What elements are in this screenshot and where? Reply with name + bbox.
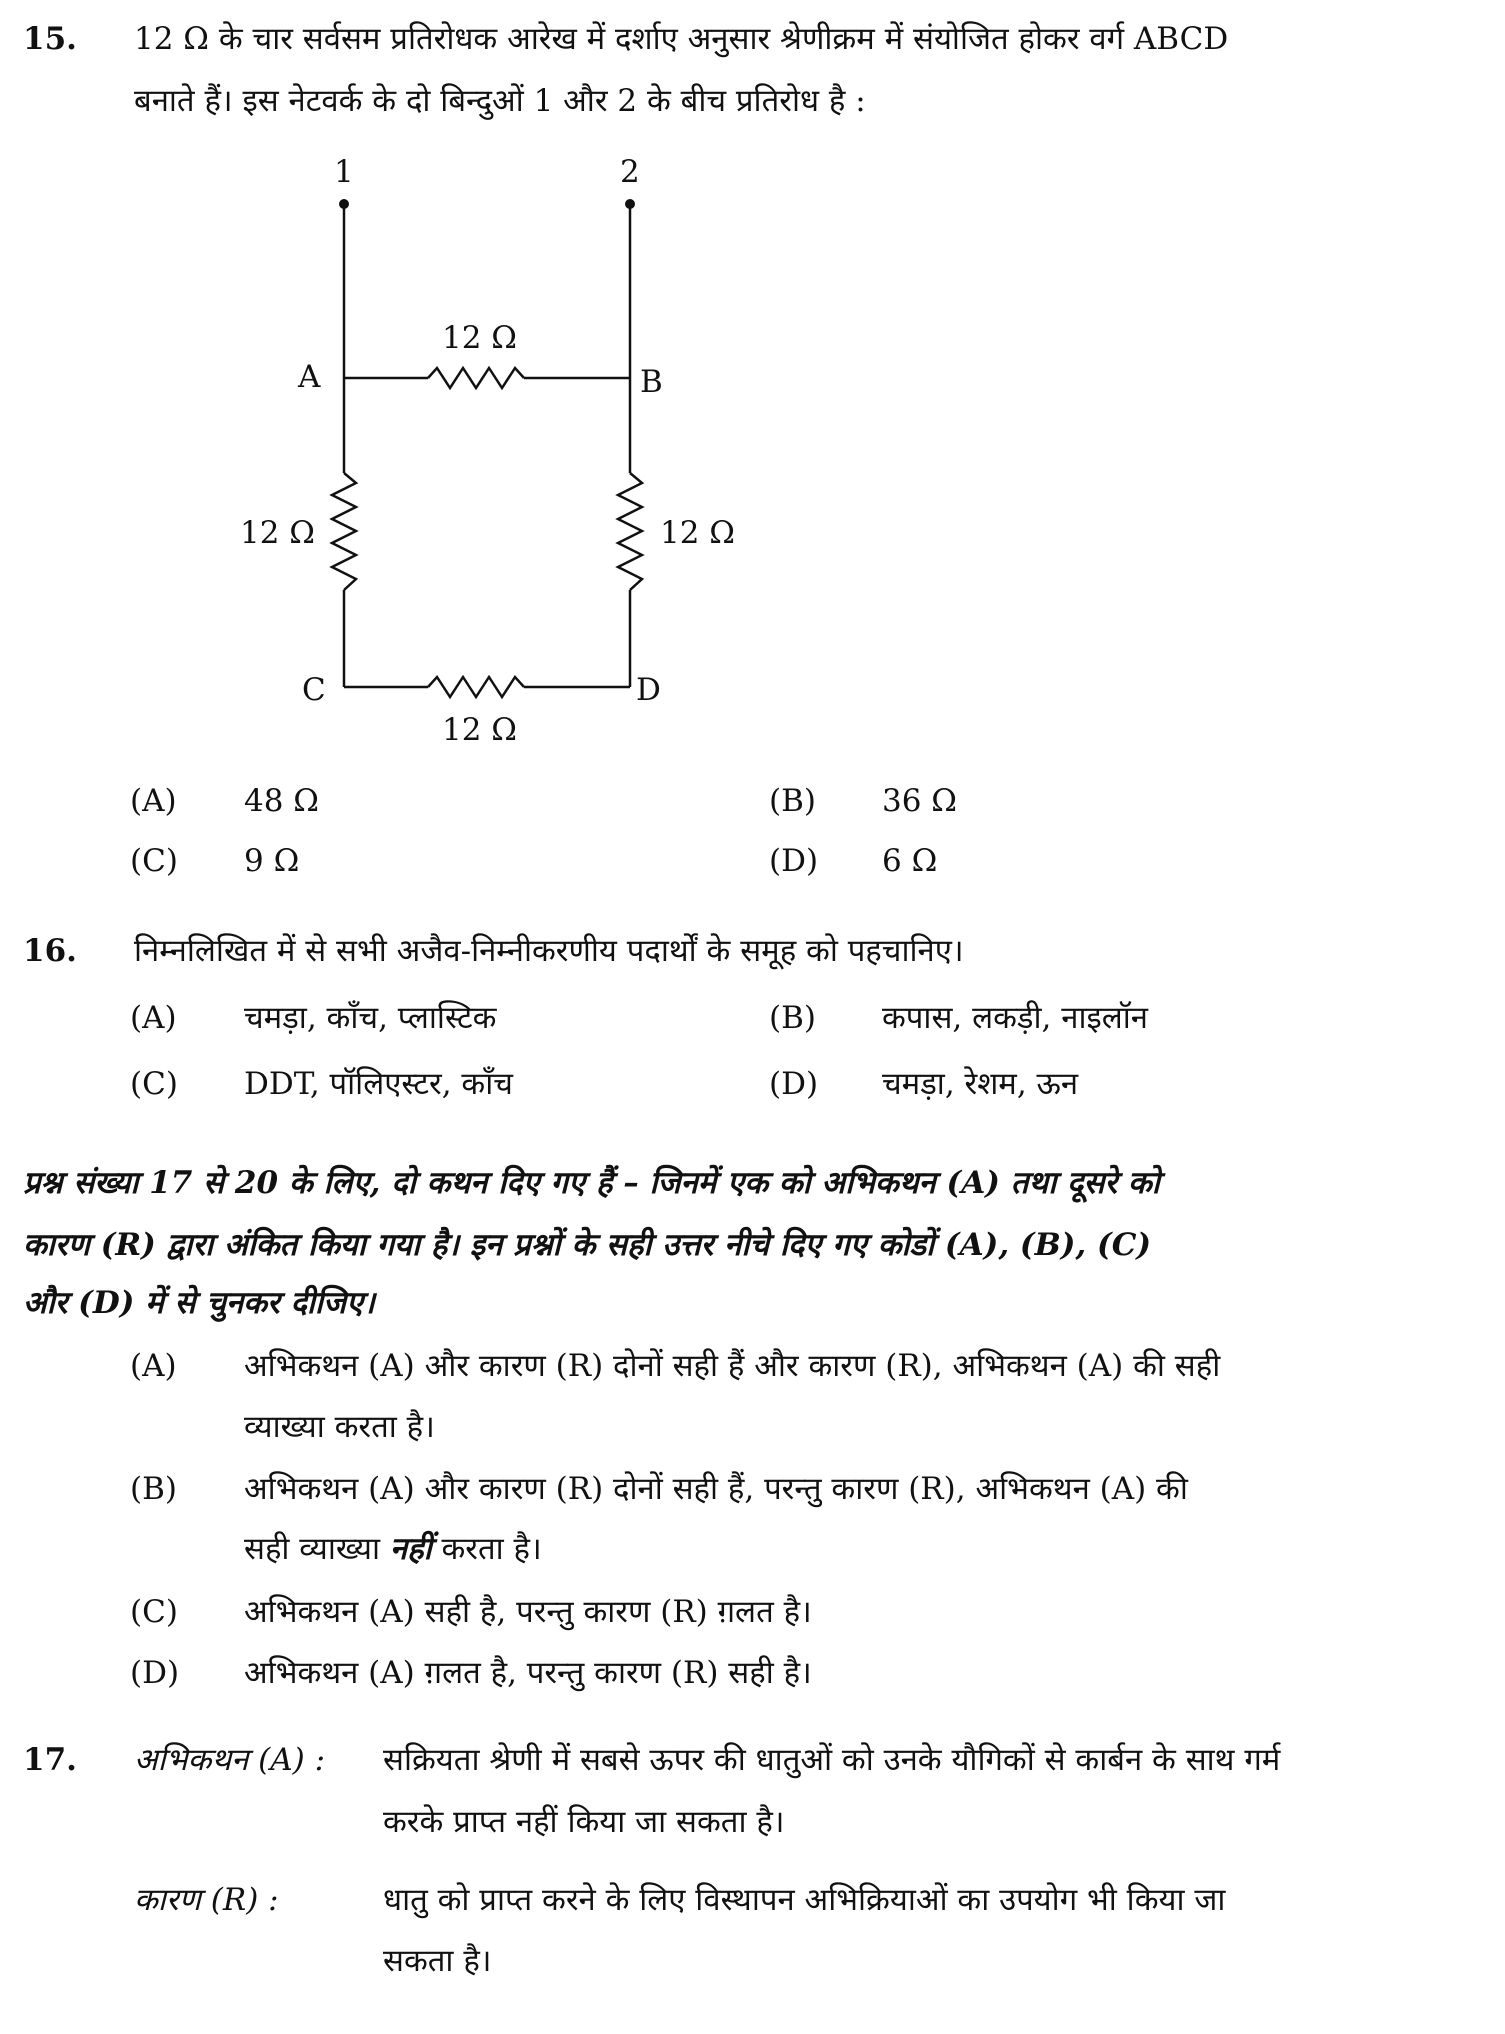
question-text: बनाते हैं। इस नेटवर्क के दो बिन्दुओं 1 और 2 के बीच प्रतिरोध है :	[134, 83, 866, 119]
option-key: (D)	[769, 1066, 819, 1102]
code-key: (C)	[130, 1594, 178, 1630]
option-key: (A)	[130, 783, 177, 819]
code-key: (B)	[130, 1471, 177, 1507]
assertion-label: अभिकथन (A) :	[134, 1742, 326, 1778]
option-key: (D)	[769, 843, 819, 879]
code-a-text: अभिकथन (A) और कारण (R) दोनों सही हैं और कारण (R), अभिकथन (A) की सही	[244, 1348, 1221, 1384]
option-d[interactable]: चमड़ा, रेशम, ऊन	[882, 1066, 1079, 1102]
question-number: 16.	[23, 933, 77, 969]
label-node-d: D	[636, 672, 661, 708]
code-b-text: अभिकथन (A) और कारण (R) दोनों सही हैं, परन्तु कारण (R), अभिकथन (A) की	[244, 1471, 1188, 1507]
option-c[interactable]: 9 Ω	[244, 843, 300, 879]
option-key: (B)	[769, 783, 816, 819]
label-resistor-ac: 12 Ω	[240, 515, 316, 551]
label-node-b: B	[640, 364, 663, 400]
code-key: (A)	[130, 1348, 177, 1384]
instruction-text: प्रश्न संख्या 17 से 20 के लिए, दो कथन दिए गए हैं – जिनमें एक को अभिकथन (A) तथा दूसरे को	[23, 1165, 1160, 1201]
code-b-text	[244, 1531, 542, 1567]
code-key: (D)	[130, 1655, 180, 1691]
label-resistor-bd: 12 Ω	[660, 515, 736, 551]
code-b-text-part: सही व्याख्या	[244, 1531, 390, 1567]
code-c-text: अभिकथन (A) सही है, परन्तु कारण (R) ग़लत है।	[244, 1594, 812, 1630]
emphasis-not: नहीं	[389, 1531, 432, 1567]
reason-text: सकता है।	[383, 1943, 492, 1979]
terminal-2	[625, 199, 635, 209]
option-key: (C)	[130, 843, 178, 879]
option-key: (C)	[130, 1066, 178, 1102]
question-text: निम्नलिखित में से सभी अजैव-निम्नीकरणीय पदार्थों के समूह को पहचानिए।	[134, 933, 964, 969]
reason-label: कारण (R) :	[134, 1882, 279, 1918]
label-resistor-cd: 12 Ω	[442, 712, 518, 748]
option-b[interactable]: कपास, लकड़ी, नाइलॉन	[882, 1000, 1148, 1036]
question-text: 12 Ω के चार सर्वसम प्रतिरोधक आरेख में दर्शाए अनुसार श्रेणीक्रम में संयोजित होकर वर्ग ABCD	[134, 21, 1229, 57]
option-a[interactable]: चमड़ा, काँच, प्लास्टिक	[244, 1000, 497, 1036]
option-c[interactable]: DDT, पॉलिएस्टर, काँच	[244, 1066, 513, 1102]
question-number: 15.	[23, 21, 77, 57]
reason-text: धातु को प्राप्त करने के लिए विस्थापन अभिक्रियाओं का उपयोग भी किया जा	[383, 1882, 1226, 1918]
instruction-text: और (D) में से चुनकर दीजिए।	[23, 1285, 375, 1321]
option-key: (A)	[130, 1000, 177, 1036]
code-b-text-part: करता है।	[431, 1531, 542, 1567]
instruction-text: कारण (R) द्वारा अंकित किया गया है। इन प्रश्नों के सही उत्तर नीचे दिए गए कोडों (A), (B), (C)	[23, 1227, 1152, 1263]
label-point-2: 2	[620, 154, 640, 190]
assertion-text: करके प्राप्त नहीं किया जा सकता है।	[383, 1804, 785, 1840]
question-number: 17.	[23, 1742, 77, 1778]
code-a-text: व्याख्या करता है।	[244, 1409, 435, 1445]
option-d[interactable]: 6 Ω	[882, 843, 938, 879]
code-d-text: अभिकथन (A) ग़लत है, परन्तु कारण (R) सही है।	[244, 1655, 812, 1691]
label-point-1: 1	[334, 154, 354, 190]
terminal-1	[339, 199, 349, 209]
circuit-diagram	[0, 0, 1505, 780]
label-node-a: A	[298, 359, 321, 395]
option-b[interactable]: 36 Ω	[882, 783, 958, 819]
label-node-c: C	[302, 672, 326, 708]
option-a[interactable]: 48 Ω	[244, 783, 320, 819]
label-resistor-ab: 12 Ω	[442, 320, 518, 356]
assertion-text: सक्रियता श्रेणी में सबसे ऊपर की धातुओं को उनके यौगिकों से कार्बन के साथ गर्म	[383, 1742, 1281, 1778]
option-key: (B)	[769, 1000, 816, 1036]
